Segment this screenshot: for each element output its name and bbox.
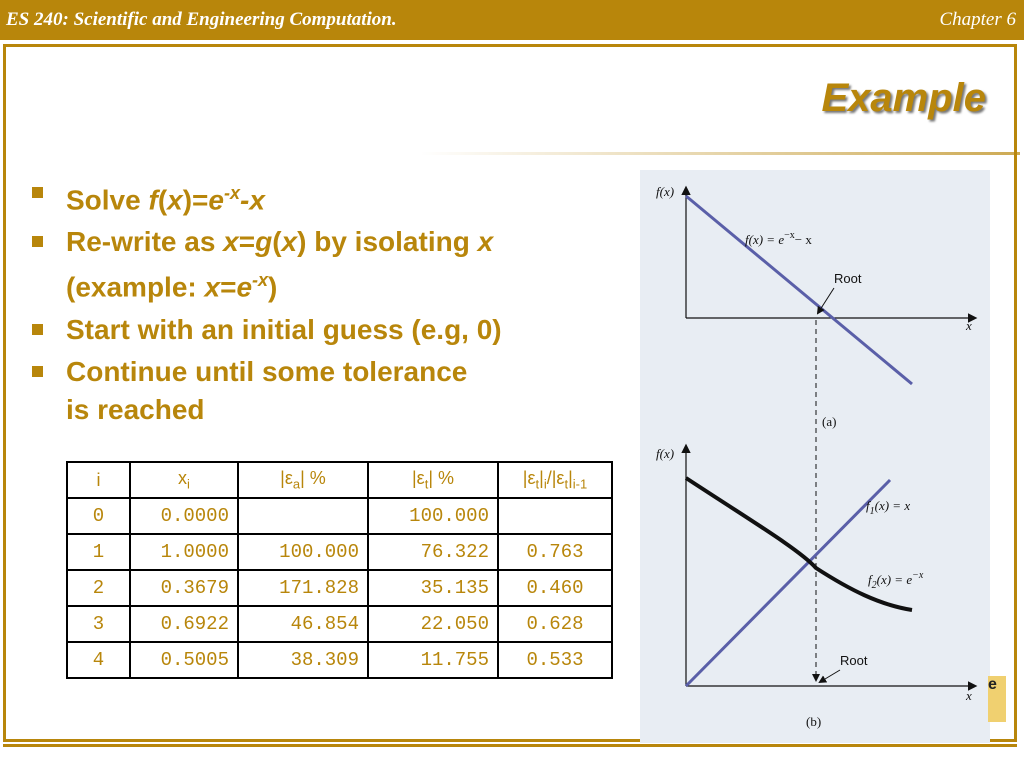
bottom-ylabel: f(x): [656, 446, 675, 461]
top-root-label: Root: [834, 271, 862, 286]
paren: (: [157, 184, 168, 216]
cell-ea: [238, 498, 368, 534]
table-row: [67, 642, 612, 678]
var-x: x: [281, 226, 298, 258]
bullet-text: Start with an initial guess (e.g, 0): [66, 313, 502, 345]
eq: =: [238, 226, 256, 258]
chapter-label: Chapter 6: [939, 9, 1016, 30]
paren: ): [268, 271, 278, 303]
cell-et: 76.322: [368, 534, 498, 570]
bottom-root-label: Root: [840, 653, 868, 668]
bullet-square-icon: [32, 324, 43, 335]
top-root-arrow: [818, 288, 834, 313]
table-header-row: [67, 462, 612, 498]
bullet-text: Continue until some tolerance: [66, 355, 468, 387]
cell-ratio: 0.628: [498, 606, 612, 642]
side-tag: [988, 676, 1006, 722]
cell-i: 4: [67, 642, 130, 678]
header-ea: $|\varepsilon_a|$ %: [238, 462, 368, 498]
bottom-xlabel: x: [966, 688, 972, 703]
var-x: x: [204, 271, 221, 303]
bullet-solve: [30, 174, 630, 219]
paren-eq: )=: [182, 184, 209, 216]
iteration-table: [66, 461, 613, 679]
bullet-start: [30, 311, 630, 349]
cell-x: 1.0000: [130, 534, 238, 570]
side-tag-letter: e: [988, 676, 997, 693]
top-curve-label: $f(x) = e^{-x}- x$: [745, 230, 812, 247]
top-ylabel: f(x): [656, 184, 675, 199]
exponent: -x: [252, 270, 269, 291]
var-x: x: [249, 184, 265, 216]
bullet-rewrite: [30, 223, 630, 306]
top-xlabel: x: [966, 318, 972, 333]
table-row: [67, 498, 612, 534]
table-row: [67, 606, 612, 642]
const-e: e: [208, 184, 224, 216]
cell-i: 1: [67, 534, 130, 570]
var-x: x: [223, 226, 239, 258]
var-x: x: [167, 184, 183, 216]
f2-label: $f_2(x) = e^{-x}$: [868, 570, 924, 591]
cell-ea: 171.828: [238, 570, 368, 606]
const-e: e: [236, 271, 253, 303]
table-row: [67, 534, 612, 570]
header-bar: [0, 0, 1024, 42]
paren: (: [272, 226, 282, 258]
cell-x: 0.6922: [130, 606, 238, 642]
bullet-text: Solve: [66, 184, 149, 216]
bottom-root-arrow: [820, 670, 840, 682]
frame-bottom-rule: [3, 744, 1017, 747]
cell-et: 22.050: [368, 606, 498, 642]
bullet-text: ) by isolating: [297, 226, 478, 258]
header-et: $|\varepsilon_t|$ %: [368, 462, 498, 498]
cell-x: 0.0000: [130, 498, 238, 534]
cell-ratio: 0.533: [498, 642, 612, 678]
cell-ea: 100.000: [238, 534, 368, 570]
cell-i: 2: [67, 570, 130, 606]
cell-ratio: 0.763: [498, 534, 612, 570]
bullet-square-icon: [32, 187, 43, 198]
top-curve-line: [686, 196, 912, 384]
table-row: [67, 570, 612, 606]
cell-et: 11.755: [368, 642, 498, 678]
bullet-list: [30, 174, 630, 433]
cell-ea: 46.854: [238, 606, 368, 642]
bullet-square-icon: [32, 366, 43, 377]
minus: -: [240, 184, 250, 216]
top-caption: (a): [822, 414, 837, 429]
root-figure: [640, 170, 990, 743]
bottom-caption: (b): [806, 714, 822, 729]
bullet-text: Re-write as: [66, 226, 224, 258]
func-f: f: [148, 184, 158, 216]
f1-label: $f_1(x) = x$: [866, 498, 911, 517]
cell-x: 0.3679: [130, 570, 238, 606]
bullet-text: (example:: [66, 271, 205, 303]
cell-i: 3: [67, 606, 130, 642]
cell-et: 100.000: [368, 498, 498, 534]
header-i: i: [67, 462, 130, 498]
header-xi: $x_i$: [130, 462, 238, 498]
var-x: x: [477, 226, 494, 258]
exponent: -x: [223, 183, 240, 203]
title-rule: [420, 152, 1020, 155]
cell-ratio: [498, 498, 612, 534]
header-ratio: $|\varepsilon_t|_i/|\varepsilon_t|_{i-1}$: [498, 462, 612, 498]
eq: =: [220, 271, 237, 303]
func-g: g: [255, 226, 273, 258]
cell-x: 0.5005: [130, 642, 238, 678]
slide-title: Example: [821, 76, 986, 120]
cell-ratio: 0.460: [498, 570, 612, 606]
figure-svg: [640, 170, 990, 743]
cell-i: 0: [67, 498, 130, 534]
cell-ea: 38.309: [238, 642, 368, 678]
bullet-square-icon: [32, 236, 43, 247]
bullet-continue: [30, 353, 630, 429]
table: [66, 461, 613, 679]
cell-et: 35.135: [368, 570, 498, 606]
bullet-text: is reached: [66, 393, 205, 425]
course-title: ES 240: Scientific and Engineering Computation.: [6, 9, 397, 30]
